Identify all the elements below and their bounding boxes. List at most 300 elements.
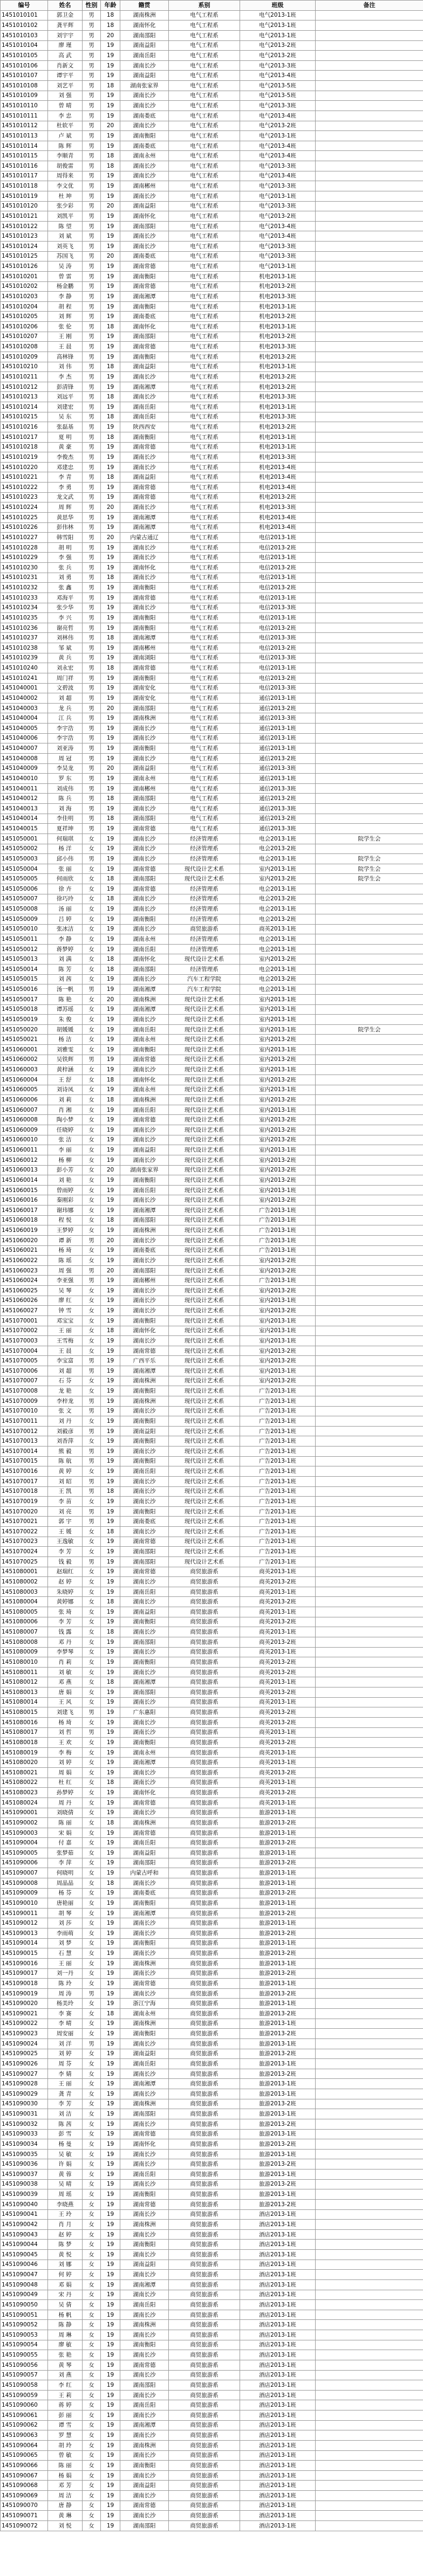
cell-class: 电气2013-4班: [240, 151, 316, 161]
cell-department: 商贸旅游系: [169, 2159, 240, 2169]
table-row: [1, 1135, 423, 1145]
cell-department: 电气工程系: [169, 121, 240, 131]
table-row: [1, 1727, 423, 1738]
cell-id: 1451080014: [1, 1697, 48, 1707]
cell-department: 现代设计艺术系: [169, 1366, 240, 1376]
cell-id: 1451010217: [1, 432, 48, 442]
cell-origin: 湖南长沙: [120, 1948, 169, 1959]
cell-age: 18: [101, 362, 120, 372]
cell-name: 陈 芳: [48, 965, 83, 975]
cell-name: 杨 娟: [48, 2470, 83, 2481]
cell-class: 通信2013-3班: [240, 783, 316, 794]
cell-age: 19: [101, 1436, 120, 1447]
table-row: [1, 1878, 423, 1888]
cell-class: 电信2013-3班: [240, 633, 316, 643]
cell-origin: 湖南衡阳: [120, 613, 169, 623]
cell-class: 商英2013-1班: [240, 924, 316, 934]
cell-note: [316, 483, 423, 493]
cell-age: 19: [101, 141, 120, 151]
cell-name: 邱小伟: [48, 854, 83, 864]
cell-name: 杜 坤: [48, 191, 83, 201]
cell-name: 周 芬: [48, 2059, 83, 2069]
cell-id: 1451090015: [1, 1948, 48, 1959]
cell-class: 广告2013-1班: [240, 1456, 316, 1466]
cell-origin: 湖南衡阳: [120, 2461, 169, 2471]
cell-age: 19: [101, 1858, 120, 1868]
cell-age: 19: [101, 583, 120, 593]
cell-class: 电气2013-1班: [240, 261, 316, 272]
cell-id: 1451010119: [1, 191, 48, 201]
cell-note: [316, 533, 423, 543]
cell-department: 电气工程系: [169, 733, 240, 743]
table-row: [1, 2450, 423, 2461]
cell-origin: 湖南常德: [120, 1055, 169, 1065]
cell-origin: 湖南益阳: [120, 2260, 169, 2270]
cell-department: 商贸旅游系: [169, 2470, 240, 2481]
cell-department: 商贸旅游系: [169, 2491, 240, 2501]
cell-origin: 湖南长沙: [120, 2350, 169, 2360]
cell-gender: 男: [83, 1276, 101, 1286]
cell-age: 19: [101, 914, 120, 924]
cell-id: 1451040004: [1, 713, 48, 724]
cell-name: 李宇浩: [48, 733, 83, 743]
cell-department: 商贸旅游系: [169, 1818, 240, 1828]
cell-class: 电会2013-1班: [240, 904, 316, 914]
cell-department: 现代设计艺术系: [169, 1326, 240, 1336]
cell-class: 广告2013-1班: [240, 1426, 316, 1436]
table-row: [1, 533, 423, 543]
cell-class: 室内2013-1班: [240, 1185, 316, 1195]
cell-id: 1451060011: [1, 1145, 48, 1155]
cell-origin: 湖南株洲: [120, 2220, 169, 2230]
cell-age: 18: [101, 874, 120, 884]
cell-gender: 女: [83, 1315, 101, 1326]
cell-origin: 湖南常德: [120, 492, 169, 502]
cell-gender: 女: [83, 2089, 101, 2099]
cell-gender: 男: [83, 10, 101, 20]
cell-name: 杨 洋: [48, 844, 83, 854]
cell-class: 电气2013-2班: [240, 51, 316, 61]
cell-gender: 女: [83, 1376, 101, 1386]
cell-age: 19: [101, 342, 120, 352]
cell-origin: 湖南常德: [120, 864, 169, 874]
cell-department: 商贸旅游系: [169, 924, 240, 934]
cell-id: 1451060021: [1, 1245, 48, 1256]
table-row: [1, 1276, 423, 1286]
cell-age: 19: [101, 462, 120, 472]
cell-note: [316, 1607, 423, 1617]
table-row: [1, 965, 423, 975]
cell-gender: 女: [83, 1145, 101, 1155]
cell-age: 19: [101, 1245, 120, 1256]
cell-class: 电气2013-4班: [240, 71, 316, 81]
cell-department: 商贸旅游系: [169, 2270, 240, 2280]
cell-age: 19: [101, 2199, 120, 2209]
cell-origin: 湖南株洲: [120, 1376, 169, 1386]
cell-department: 商贸旅游系: [169, 2029, 240, 2039]
cell-age: 18: [101, 412, 120, 422]
cell-origin: 湖南长沙: [120, 2511, 169, 2521]
cell-id: 1451040005: [1, 724, 48, 734]
table-row: [1, 1938, 423, 1948]
cell-note: [316, 1667, 423, 1677]
cell-id: 1451010213: [1, 392, 48, 402]
table-row: [1, 2350, 423, 2360]
cell-gender: 女: [83, 1688, 101, 1698]
cell-class: 电信2013-1班: [240, 573, 316, 583]
table-row: [1, 864, 423, 874]
cell-note: [316, 322, 423, 332]
cell-department: 经济管理系: [169, 934, 240, 945]
cell-name: 刘 洋: [48, 2038, 83, 2049]
cell-note: [316, 60, 423, 71]
cell-origin: 湖南娄底: [120, 1245, 169, 1256]
cell-id: 1451090021: [1, 2009, 48, 2019]
cell-gender: 男: [83, 422, 101, 432]
cell-class: 旅游2013-1班: [240, 2129, 316, 2139]
cell-gender: 男: [83, 693, 101, 704]
cell-origin: 湖南湘潭: [120, 292, 169, 302]
cell-department: 商贸旅游系: [169, 2370, 240, 2380]
cell-department: 商贸旅游系: [169, 1868, 240, 1878]
cell-age: 18: [101, 954, 120, 965]
cell-department: 商贸旅游系: [169, 2430, 240, 2441]
cell-class: 酒店2013-1班: [240, 2310, 316, 2320]
cell-department: 电气工程系: [169, 251, 240, 261]
cell-id: 1451010222: [1, 483, 48, 493]
cell-note: [316, 2159, 423, 2169]
cell-note: [316, 522, 423, 533]
cell-class: 室内2013-1班: [240, 864, 316, 874]
table-row: [1, 763, 423, 774]
table-row: [1, 2390, 423, 2400]
cell-id: 1451090031: [1, 2109, 48, 2119]
table-row: [1, 884, 423, 894]
cell-class: 电信2013-1班: [240, 613, 316, 623]
cell-age: 19: [101, 522, 120, 533]
table-row: [1, 342, 423, 352]
cell-note: [316, 2511, 423, 2521]
cell-age: 19: [101, 1366, 120, 1376]
cell-origin: 湖南湘潭: [120, 382, 169, 392]
cell-age: 18: [101, 472, 120, 483]
cell-id: 1451010241: [1, 673, 48, 683]
cell-age: 19: [101, 934, 120, 945]
cell-department: 电气工程系: [169, 101, 240, 111]
cell-age: 19: [101, 834, 120, 844]
cell-age: 19: [101, 1958, 120, 1968]
cell-age: 19: [101, 1135, 120, 1145]
cell-department: 商贸旅游系: [169, 2199, 240, 2209]
cell-gender: 男: [83, 392, 101, 402]
cell-note: [316, 683, 423, 693]
cell-age: 19: [101, 683, 120, 693]
cell-note: [316, 1376, 423, 1386]
cell-age: 19: [101, 1657, 120, 1668]
table-row: [1, 2119, 423, 2129]
cell-origin: 湖南湘潭: [120, 1004, 169, 1015]
cell-id: 1451050017: [1, 994, 48, 1004]
cell-age: 19: [101, 974, 120, 984]
table-row: [1, 2410, 423, 2421]
cell-id: 1451080011: [1, 1667, 48, 1677]
cell-department: 商贸旅游系: [169, 1797, 240, 1808]
cell-class: 商英2013-2班: [240, 1667, 316, 1677]
cell-id: 1451090035: [1, 2149, 48, 2159]
cell-note: [316, 2380, 423, 2391]
cell-id: 1451010110: [1, 101, 48, 111]
cell-class: 电信2013-3班: [240, 683, 316, 693]
cell-class: 酒店2013-1班: [240, 2260, 316, 2270]
cell-origin: 湖南常德: [120, 824, 169, 834]
cell-origin: 湖南长沙: [120, 121, 169, 131]
cell-origin: 湖南永州: [120, 1085, 169, 1095]
table-row: [1, 603, 423, 613]
cell-origin: 湖南益阳: [120, 2481, 169, 2491]
cell-origin: 湖南株洲: [120, 1396, 169, 1406]
cell-id: 1451090024: [1, 2038, 48, 2049]
table-row: [1, 211, 423, 222]
cell-gender: 女: [83, 2109, 101, 2119]
cell-id: 1451010214: [1, 402, 48, 412]
table-row: [1, 1306, 423, 1316]
cell-gender: 男: [83, 412, 101, 422]
table-row: [1, 2129, 423, 2139]
table-row: [1, 2520, 423, 2531]
table-row: [1, 30, 423, 40]
table-row: [1, 2440, 423, 2450]
cell-name: 吴 东: [48, 412, 83, 422]
cell-note: [316, 231, 423, 242]
cell-department: 现代设计艺术系: [169, 1556, 240, 1567]
cell-note: [316, 312, 423, 322]
cell-note: [316, 432, 423, 442]
table-row: [1, 372, 423, 382]
cell-note: [316, 1346, 423, 1356]
cell-id: 1451080001: [1, 1567, 48, 1577]
cell-id: 1451010223: [1, 492, 48, 502]
cell-class: 旅游2013-1班: [240, 1868, 316, 1878]
cell-origin: 湖南长沙: [120, 2119, 169, 2129]
table-row: [1, 1085, 423, 1095]
cell-name: 刘宇宇: [48, 30, 83, 40]
table-row: [1, 1657, 423, 1668]
cell-department: 现代设计艺术系: [169, 1497, 240, 1507]
cell-origin: 湖南长沙: [120, 2209, 169, 2220]
cell-class: 电气2013-3班: [240, 251, 316, 261]
cell-name: 龙 艳: [48, 1386, 83, 1396]
cell-id: 1451080020: [1, 1758, 48, 1768]
cell-note: 院学生会: [316, 874, 423, 884]
cell-age: 19: [101, 111, 120, 121]
cell-origin: 湖南长沙: [120, 1918, 169, 1928]
cell-origin: 湖南永州: [120, 774, 169, 784]
cell-gender: 男: [83, 713, 101, 724]
cell-name: 刘 亮: [48, 1506, 83, 1517]
cell-gender: 女: [83, 2019, 101, 2029]
cell-origin: 湖南长沙: [120, 2410, 169, 2421]
cell-class: 电会2013-1班: [240, 934, 316, 945]
cell-gender: 男: [83, 382, 101, 392]
cell-class: 旅游2013-2班: [240, 2119, 316, 2129]
cell-department: 电气工程系: [169, 774, 240, 784]
cell-id: 1451090034: [1, 2139, 48, 2150]
cell-name: 刘 茜: [48, 974, 83, 984]
cell-note: [316, 1175, 423, 1186]
cell-department: 现代设计艺术系: [169, 1185, 240, 1195]
cell-age: 18: [101, 161, 120, 171]
cell-id: 1451060027: [1, 1306, 48, 1316]
cell-class: 旅游2013-2班: [240, 2049, 316, 2059]
cell-class: 酒店2013-1班: [240, 2360, 316, 2370]
cell-id: 1451010234: [1, 603, 48, 613]
cell-id: 1451060024: [1, 1276, 48, 1286]
cell-origin: 湖南长沙: [120, 753, 169, 763]
cell-id: 1451070010: [1, 1406, 48, 1416]
cell-department: 商贸旅游系: [169, 2209, 240, 2220]
cell-origin: 湖南长沙: [120, 1928, 169, 1939]
cell-note: [316, 713, 423, 724]
cell-gender: 女: [83, 1497, 101, 1507]
cell-gender: 男: [83, 573, 101, 583]
table-row: [1, 301, 423, 312]
header-origin: 籍贯: [120, 1, 169, 11]
cell-note: [316, 111, 423, 121]
cell-gender: 男: [83, 522, 101, 533]
cell-class: 电会2013-2班: [240, 914, 316, 924]
cell-class: 广告2013-1班: [240, 1466, 316, 1477]
cell-name: 刘远平: [48, 392, 83, 402]
cell-note: [316, 1808, 423, 1818]
cell-class: 通信2013-3班: [240, 824, 316, 834]
cell-id: 1451070021: [1, 1517, 48, 1527]
cell-department: 商贸旅游系: [169, 1597, 240, 1607]
cell-note: [316, 573, 423, 583]
table-row: [1, 724, 423, 734]
cell-gender: 男: [83, 794, 101, 804]
cell-age: 19: [101, 2330, 120, 2340]
cell-name: 陈 兵: [48, 794, 83, 804]
cell-gender: 女: [83, 965, 101, 975]
cell-note: [316, 944, 423, 954]
table-row: [1, 141, 423, 151]
table-row: [1, 1015, 423, 1025]
cell-class: 旅游2013-2班: [240, 2199, 316, 2209]
cell-department: 商贸旅游系: [169, 2009, 240, 2019]
cell-name: 刘香萍: [48, 1436, 83, 1447]
cell-age: 19: [101, 1426, 120, 1436]
cell-note: [316, 342, 423, 352]
cell-gender: 女: [83, 884, 101, 894]
cell-class: 旅游2013-2班: [240, 1888, 316, 1898]
cell-note: [316, 452, 423, 463]
cell-department: 电气工程系: [169, 412, 240, 422]
cell-name: 刘 莎: [48, 1918, 83, 1928]
cell-name: 肖新文: [48, 60, 83, 71]
cell-origin: 湖南长沙: [120, 2069, 169, 2079]
cell-department: 现代设计艺术系: [169, 1105, 240, 1115]
cell-origin: 湖南长沙: [120, 1727, 169, 1738]
table-row: [1, 2380, 423, 2391]
cell-class: 商英2013-1班: [240, 1677, 316, 1688]
cell-class: 室内2013-2班: [240, 1095, 316, 1105]
cell-department: 电气工程系: [169, 713, 240, 724]
cell-note: [316, 1506, 423, 1517]
cell-gender: 男: [83, 1426, 101, 1436]
cell-class: 酒店2013-1班: [240, 2410, 316, 2421]
cell-name: 刘永宏: [48, 663, 83, 673]
cell-note: [316, 914, 423, 924]
cell-note: [316, 1315, 423, 1326]
cell-id: 1451010202: [1, 281, 48, 292]
cell-name: 李晓燕: [48, 2199, 83, 2209]
cell-origin: 湖南长沙: [120, 804, 169, 814]
cell-gender: 女: [83, 1647, 101, 1657]
cell-origin: 湖南长沙: [120, 1808, 169, 1818]
cell-id: 1451090051: [1, 2310, 48, 2320]
cell-origin: 湖南岳阳: [120, 1185, 169, 1195]
cell-id: 1451090027: [1, 2069, 48, 2079]
cell-note: [316, 71, 423, 81]
cell-note: [316, 221, 423, 231]
table-row: [1, 1105, 423, 1115]
cell-id: 1451010101: [1, 10, 48, 20]
cell-note: [316, 1768, 423, 1778]
cell-gender: 男: [83, 301, 101, 312]
cell-age: 19: [101, 2129, 120, 2139]
cell-id: 1451090003: [1, 1828, 48, 1838]
cell-origin: 湖南长沙: [120, 1447, 169, 1457]
cell-age: 19: [101, 422, 120, 432]
table-row: [1, 1979, 423, 1989]
cell-origin: 湖南常德: [120, 1979, 169, 1989]
cell-note: [316, 91, 423, 101]
cell-origin: 湖南浏阳: [120, 653, 169, 663]
cell-age: 19: [101, 1567, 120, 1577]
cell-gender: 女: [83, 1075, 101, 1085]
cell-name: 胡 琴: [48, 1908, 83, 1918]
cell-id: 1451010112: [1, 121, 48, 131]
cell-age: 19: [101, 1617, 120, 1627]
cell-name: 刘雅雯: [48, 1045, 83, 1055]
cell-department: 电气工程系: [169, 292, 240, 302]
cell-department: 电气工程系: [169, 522, 240, 533]
cell-gender: 女: [83, 1256, 101, 1266]
cell-department: 电气工程系: [169, 432, 240, 442]
cell-age: 19: [101, 2430, 120, 2441]
cell-gender: 男: [83, 362, 101, 372]
header-id: 编号: [1, 1, 48, 11]
cell-gender: 男: [83, 783, 101, 794]
cell-gender: 男: [83, 442, 101, 452]
cell-department: 商贸旅游系: [169, 2129, 240, 2139]
cell-age: 19: [101, 1256, 120, 1266]
cell-department: 商贸旅游系: [169, 2511, 240, 2521]
cell-gender: 女: [83, 1306, 101, 1316]
cell-origin: 湖南岳阳: [120, 2059, 169, 2069]
cell-id: 1451090057: [1, 2370, 48, 2380]
table-row: [1, 2199, 423, 2209]
cell-department: 电气工程系: [169, 633, 240, 643]
cell-origin: 湖南长沙: [120, 2290, 169, 2300]
cell-id: 1451010105: [1, 51, 48, 61]
header-department: 系别: [169, 1, 240, 11]
cell-department: 现代设计艺术系: [169, 994, 240, 1004]
cell-class: 室内2013-1班: [240, 1004, 316, 1015]
cell-name: 唐 静: [48, 2501, 83, 2511]
cell-note: [316, 563, 423, 573]
cell-age: 19: [101, 984, 120, 995]
